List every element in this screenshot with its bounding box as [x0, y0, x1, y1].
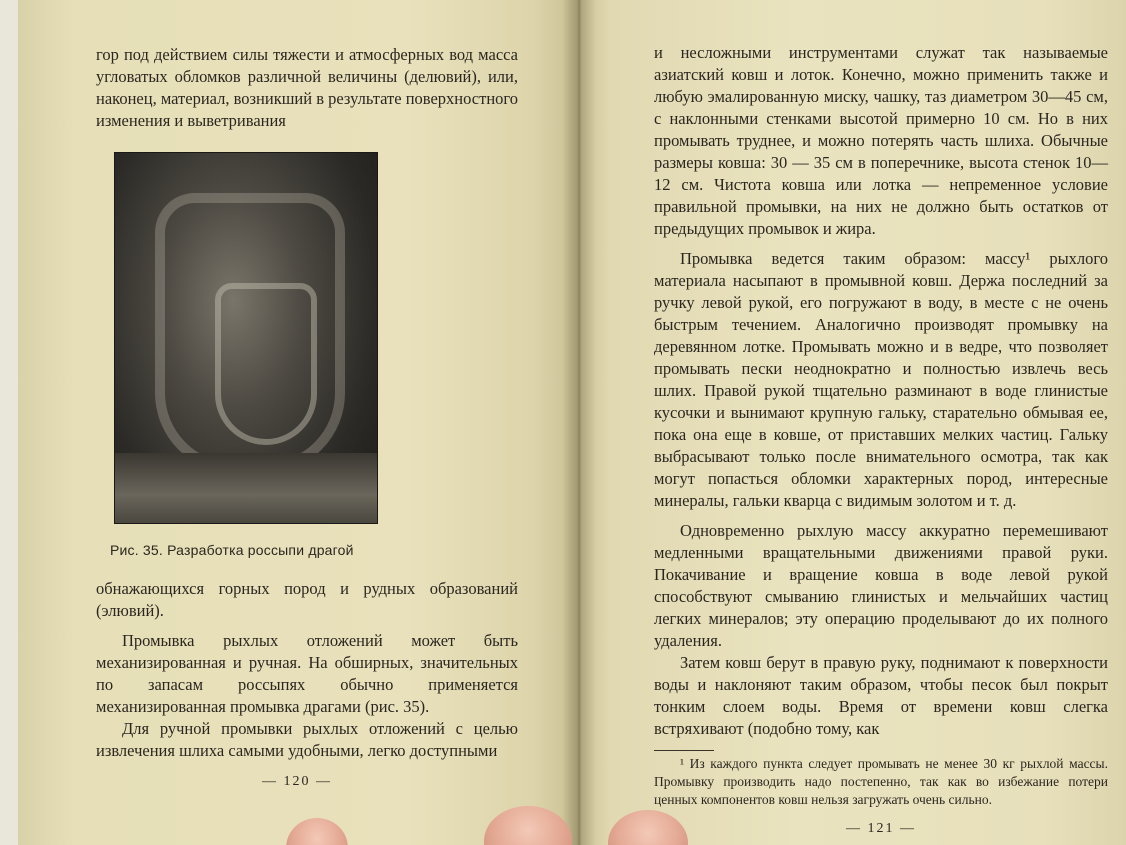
- left-paragraph-2: Промывка рыхлых отложений может быть механизированная и ручная. На обширных, значительных по запасам россыпях обычно применяется механизированная промывка драгами (рис. 35).: [96, 631, 518, 716]
- right-page: [578, 0, 1126, 845]
- left-top-text: гор под действием силы тяжести и атмосферных вод масса угловатых обломков различной величины (делювий), или, наконец, материал, возникший в результате поверхностного изменения и выветривания: [96, 45, 519, 130]
- right-paragraph-1: и несложными инструментами служат так называемые азиатский ковш и лоток. Конечно, можно применить также и любую эмалированную миску, чашку, таз диаметром 30—45 см, с наклонными стенками высотой примерно 10 см. Но в них промывать труднее, и можно потерять часть шлиха. Обычные размеры ковша: 30 — 35 см в поперечнике, высота стенок 10—12 см. Чистота ковша или лотка — непременное условие правильной промывки, на них не должно быть остатков от предыдущих промывок и жира.: [654, 43, 1108, 238]
- right-paragraph-3: Одновременно рыхлую массу аккуратно перемешивают медленными вращательными движениями правой руки. Покачивание и вращение ковша в воде левой рукой способствуют смыванию глинистых и мельчайших частиц легких минералов; эту операцию проделывают до их полного удаления.: [654, 521, 1108, 650]
- left-page-number: — 120 —: [262, 774, 332, 789]
- right-page-number: — 121 —: [846, 821, 916, 836]
- footnote: ¹ Из каждого пункта следует промывать не менее 30 кг рыхлой массы. Промывку производить надо постепенно, так как во избежание потери ценных компонентов ковш нельзя загружать очень сильно.: [654, 756, 1108, 807]
- figure-caption: Рис. 35. Разработка россыпи драгой: [110, 542, 354, 558]
- footnote-divider: [654, 750, 714, 751]
- right-paragraph-2: Промывка ведется таким образом: массу¹ рыхлого материала насыпают в промывной ковш. Держа последний за ручку левой рукой, его погружают в воду, в месте с не очень быстрым течением. Аналогично производят промывку на деревянном лотке. Промывать можно и в ведре, что позволяет промывать пески неоднократно и полностью извлечь весь шлих. Правой рукой тщательно разминают в воде глинистые кусочки и вынимают крупную гальку, старательно обмывая ее, пока она еще в ковше, от приставших мелких частиц. Гальку выбрасывают только после внимательного осмотра, так как могут попасться обломки характерных пород, интересные минералы, гальки кварца с видимым золотом и т. д.: [654, 249, 1108, 510]
- dredge-photo: [114, 152, 378, 524]
- dredge-bucket-shape: [215, 283, 317, 445]
- ground-shape: [115, 453, 377, 523]
- left-page: [18, 0, 578, 845]
- right-paragraph-4: Затем ковш берут в правую руку, поднимают к поверхности воды и наклоняют таким образом, чтобы песок был покрыт тонким слоем воды. Время от времени ковш слегка встряхивают (подобно тому, как: [654, 653, 1108, 738]
- left-paragraph-3: Для ручной промывки рыхлых отложений с целью извлечения шлиха самыми удобными, легко доступными: [96, 719, 518, 760]
- left-paragraph-1: обнажающихся горных пород и рудных образований (элювий).: [96, 579, 518, 620]
- background-surface: [0, 0, 18, 845]
